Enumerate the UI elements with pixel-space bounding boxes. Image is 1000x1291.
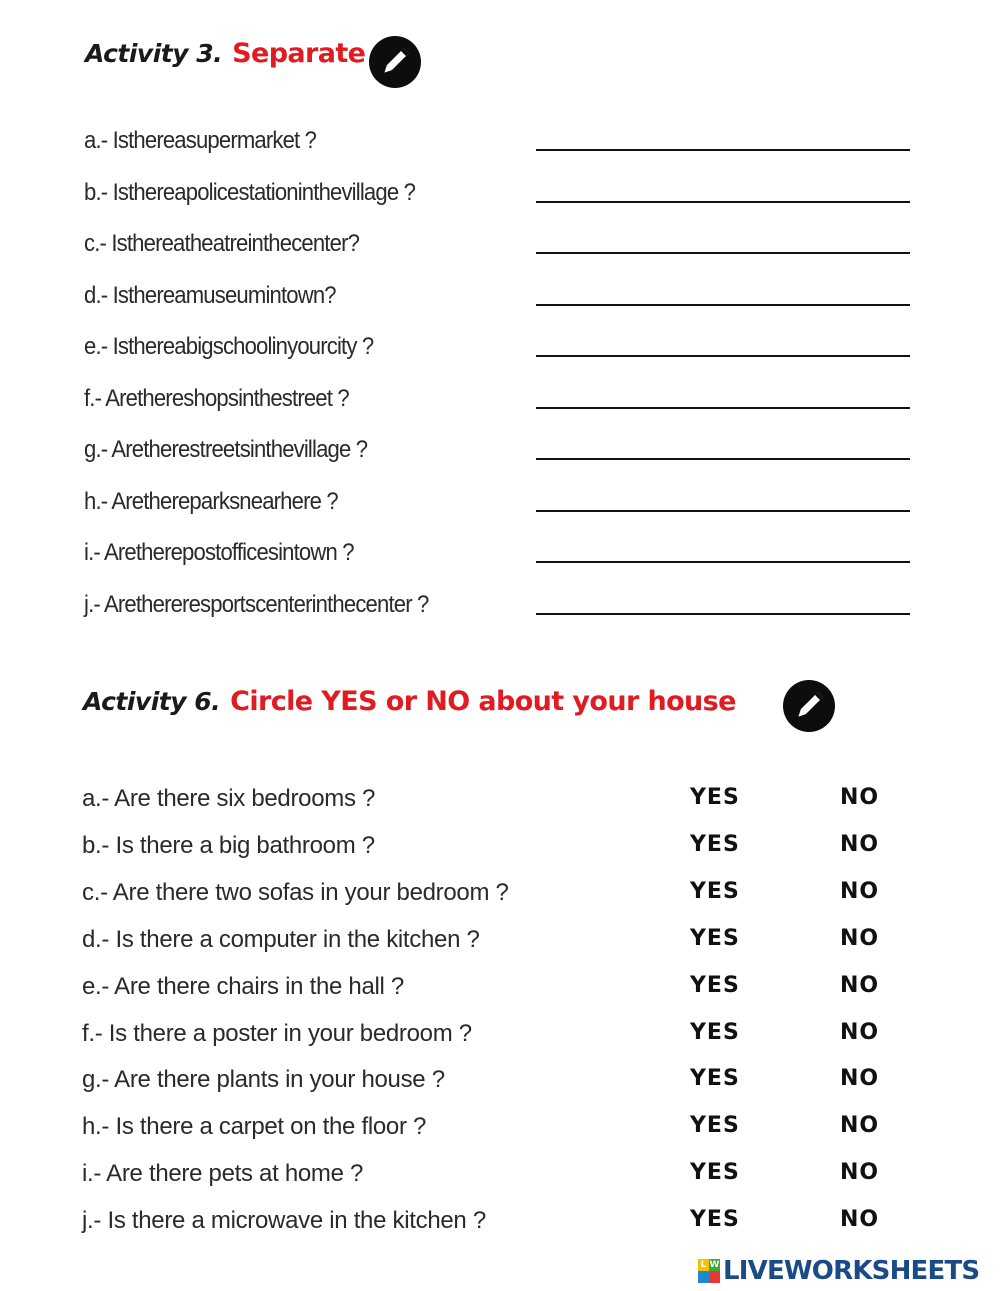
pencil-icon xyxy=(369,36,421,88)
yes-option[interactable]: YES xyxy=(690,831,740,857)
no-option[interactable]: NO xyxy=(840,925,880,951)
logo-mark-letter-w: W xyxy=(709,1260,720,1270)
yes-option[interactable]: YES xyxy=(690,1019,740,1045)
activity-6-question-text: i.- Are there pets at home ? xyxy=(82,1160,364,1188)
activity-3-answer-input[interactable] xyxy=(536,149,910,151)
activity-3-answer-input[interactable] xyxy=(536,304,910,306)
activity-6-question-text: g.- Are there plants in your house ? xyxy=(82,1066,445,1094)
activity-6-question-text: d.- Is there a computer in the kitchen ? xyxy=(82,925,480,953)
activity-3-heading xyxy=(85,38,365,69)
activity-3-answer-input[interactable] xyxy=(536,510,910,512)
activity-6-title: Circle YES or NO about your house xyxy=(230,686,736,717)
pencil-icon xyxy=(783,680,835,732)
activity-3-answer-input[interactable] xyxy=(536,561,910,563)
no-option[interactable]: NO xyxy=(840,1066,880,1092)
logo-mark-letter-l: L xyxy=(698,1259,709,1271)
activity-3-question-text: a.- Isthereasupermarket ? xyxy=(84,127,317,154)
liveworksheets-logo-mark xyxy=(698,1259,720,1283)
yes-option[interactable]: YES xyxy=(690,1160,740,1186)
activity-6-question-text: c.- Are there two sofas in your bedroom ? xyxy=(82,878,509,906)
no-option[interactable]: NO xyxy=(840,1113,880,1139)
activity-6-question-text: h.- Is there a carpet on the floor ? xyxy=(82,1113,427,1141)
activity-6-row xyxy=(82,922,902,962)
no-option[interactable]: NO xyxy=(840,831,880,857)
activity-3-number: Activity 3. xyxy=(85,39,223,68)
activity-6-row xyxy=(82,1062,902,1102)
activity-6-question-text: f.- Is there a poster in your bedroom ? xyxy=(82,1019,472,1047)
activity-3-row xyxy=(84,383,910,423)
liveworksheets-logo-text: LIVEWORKSHEETS xyxy=(723,1256,980,1286)
yes-option[interactable]: YES xyxy=(690,785,740,810)
activity-3-row xyxy=(84,177,910,217)
activity-3-question-text: d.- Isthereamuseumintown? xyxy=(84,281,336,309)
activity-3-answer-input[interactable] xyxy=(536,407,910,409)
no-option[interactable]: NO xyxy=(840,1019,880,1045)
activity-3-question-text: g.- Aretherestreetsinthevillage ? xyxy=(84,436,368,463)
activity-3-row xyxy=(84,434,910,474)
activity-6-row xyxy=(82,828,902,868)
activity-3-question-text: b.- Isthereapolicestationinthevillage ? xyxy=(84,178,416,206)
activity-3-row xyxy=(84,331,910,371)
yes-option[interactable]: YES xyxy=(690,1207,740,1233)
no-option[interactable]: NO xyxy=(840,1207,880,1233)
activity-3-row xyxy=(84,228,910,268)
activity-6-row xyxy=(82,1016,902,1056)
activity-6-question-text: j.- Is there a microwave in the kitchen ? xyxy=(82,1207,486,1235)
liveworksheets-logo xyxy=(698,1256,979,1286)
activity-3-answer-input[interactable] xyxy=(536,252,910,254)
no-option[interactable]: NO xyxy=(840,972,880,998)
activity-6-heading xyxy=(83,686,736,717)
activity-3-row xyxy=(84,537,910,577)
activity-3-row xyxy=(84,280,910,320)
activity-3-title: Separate xyxy=(232,38,366,69)
yes-option[interactable]: YES xyxy=(690,925,740,951)
activity-3-question-text: j.- Arethereresportscenterinthecenter ? xyxy=(84,590,429,618)
no-option[interactable]: NO xyxy=(840,1160,880,1186)
no-option[interactable]: NO xyxy=(840,878,880,904)
activity-6-question-text: e.- Are there chairs in the hall ? xyxy=(82,972,404,1000)
activity-6-number: Activity 6. xyxy=(83,687,221,716)
activity-3-question-text: i.- Aretherepostofficesintown ? xyxy=(84,539,354,566)
activity-3-row xyxy=(84,589,910,629)
activity-3-answer-input[interactable] xyxy=(536,355,910,357)
activity-3-answer-input[interactable] xyxy=(536,458,910,460)
activity-6-question-text: a.- Are there six bedrooms ? xyxy=(82,785,376,812)
activity-6-row xyxy=(82,1156,902,1196)
no-option[interactable]: NO xyxy=(840,785,880,810)
yes-option[interactable]: YES xyxy=(690,1066,740,1092)
activity-3-row xyxy=(84,486,910,526)
activity-3-question-text: e.- Isthereabigschoolinyourcity ? xyxy=(84,333,374,360)
activity-6-row xyxy=(82,875,902,915)
activity-3-answer-input[interactable] xyxy=(536,201,910,203)
yes-option[interactable]: YES xyxy=(690,972,740,998)
activity-3-question-text: h.- Arethereparksnearhere ? xyxy=(84,487,338,515)
activity-6-row xyxy=(82,969,902,1009)
activity-6-row xyxy=(82,1203,902,1243)
activity-6-row xyxy=(82,781,902,821)
yes-option[interactable]: YES xyxy=(690,1113,740,1139)
yes-option[interactable]: YES xyxy=(690,878,740,904)
activity-3-question-text: c.- Isthereatheatreinthecenter? xyxy=(84,230,360,257)
activity-6-question-text: b.- Is there a big bathroom ? xyxy=(82,831,375,859)
activity-3-row xyxy=(84,125,910,165)
activity-3-question-text: f.- Arethereshopsinthestreet ? xyxy=(84,384,349,412)
activity-3-answer-input[interactable] xyxy=(536,613,910,615)
activity-6-row xyxy=(82,1109,902,1149)
